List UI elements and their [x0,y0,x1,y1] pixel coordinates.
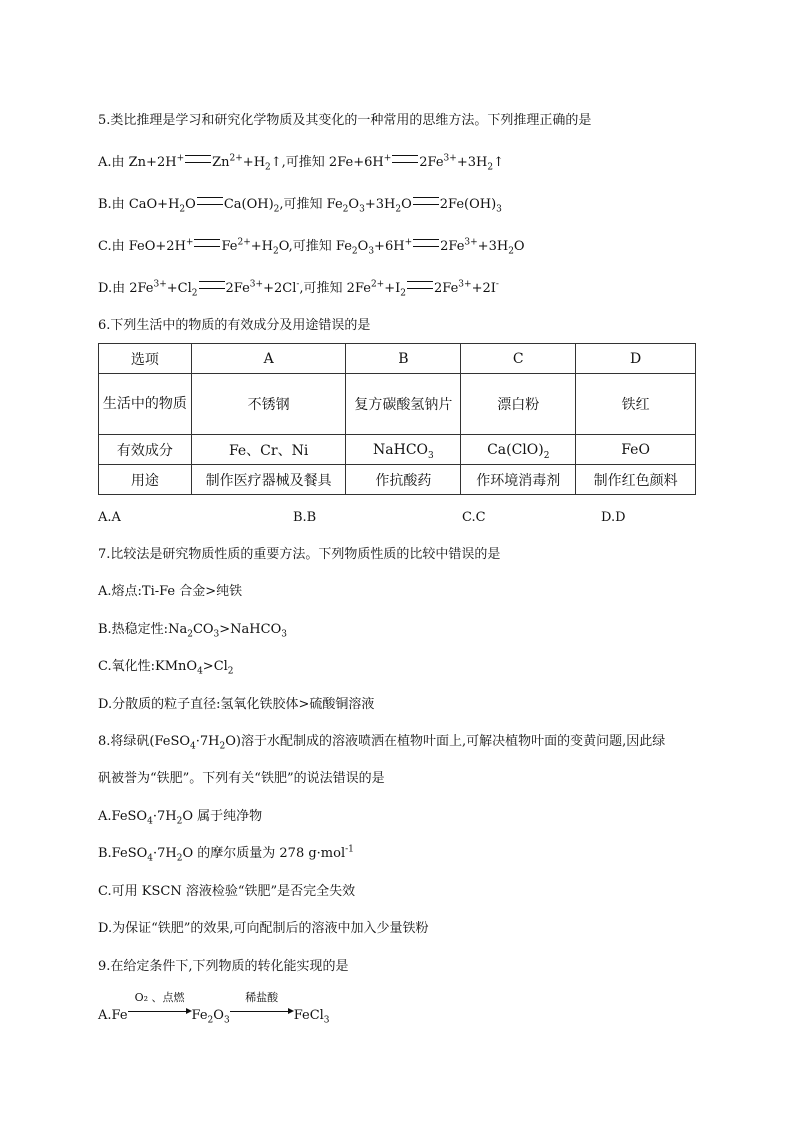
text: ,可推知 2Fe [299,281,371,296]
table-cell: 铁红 [576,374,696,435]
q9-stem: 9.在给定条件下,下列物质的转化能实现的是 [98,959,349,974]
text: FeCl [293,1008,324,1023]
table-cell: 不锈钢 [191,374,346,435]
text: Fe [191,1008,208,1023]
table-cell: 作环境消毒剂 [461,465,576,495]
sub: 3 [368,246,375,257]
table-cell: 作抗酸药 [346,465,461,495]
arrow-head [186,1008,192,1014]
sub: 2 [351,246,358,257]
sub: 2 [187,629,193,640]
q5-stem: 5.类比推理是学习和研究化学物质及其变化的一种常用的思维方法。下列推理正确的是 [98,113,592,128]
text: O [348,197,360,212]
q5-option-b[interactable] [98,196,502,214]
sub: 3 [496,204,502,215]
q6-option-a[interactable]: A.A [98,510,121,525]
text: Ca(OH) [223,197,274,212]
text: ·7H [195,734,220,749]
text: O)溶于水配制成的溶液喷洒在植物叶面上,可解决植物叶面的变黄问题,因此绿 [225,734,666,749]
table-row [99,465,696,495]
text: +H [250,239,273,254]
sup: + [383,153,392,164]
table-row [99,344,696,374]
sub: 2 [207,1015,214,1026]
sub: 3 [323,1015,330,1026]
q7-stem: 7.比较法是研究物质性质的重要方法。下列物质性质的比较中错误的是 [98,547,501,562]
sup: + [176,153,185,164]
text: 8.将绿矾(FeSO [98,734,191,749]
text: A.由 Zn+2H [98,155,177,170]
table-cell [346,435,461,465]
q9-option-a[interactable] [98,991,330,1026]
text: D.由 2Fe [98,281,154,296]
table-cell: C [461,344,576,374]
text: 2Fe [434,281,459,296]
reaction-arrow-icon [128,991,192,1017]
q5-option-a[interactable] [98,154,504,172]
sub: 3 [213,629,220,640]
q7-option-d[interactable]: D.分散质的粒子直径:氢氧化铁胶体>硫酸铜溶液 [98,697,375,712]
text: +3H [477,239,509,254]
sub: 2 [395,204,402,215]
equals-sign-icon [413,239,439,247]
arrow-shaft [230,1011,290,1012]
text: +6H [374,239,405,254]
q7-option-a[interactable]: A.熔点:Ti-Fe 合金>纯铁 [98,584,243,599]
sub: 4 [190,741,196,752]
sub: 4 [147,853,153,864]
arrow-head [288,1008,294,1014]
text: NaHCO [373,441,429,458]
text: O [513,239,525,254]
reaction-arrow-icon [230,991,294,1017]
equals-sign-icon [185,155,211,163]
text: +Cl [166,281,192,296]
sub: 2 [487,162,494,173]
sup: 3+ [443,153,457,164]
equals-sign-icon [197,197,223,205]
table-cell: 制作医疗器械及餐具 [191,465,346,495]
sup: 2+ [229,153,243,164]
text: O,可推知 Fe [278,239,352,254]
sub: 4 [197,666,203,677]
text: A.Fe [98,1008,128,1023]
text: CO [192,622,214,637]
table-cell: 生活中的物质 [99,374,192,435]
q8-option-b[interactable] [98,845,354,863]
sub: 2 [273,246,279,257]
sup: 3+ [249,279,264,290]
text: C.由 FeO+2H [98,239,186,254]
text: B.由 CaO+H [98,197,180,212]
text: >Cl [202,659,228,674]
text: O [213,1008,224,1023]
sub: 2 [265,162,271,173]
text: O [401,197,412,212]
table-cell: 选项 [99,344,192,374]
text: +3H [364,197,396,212]
q6-stem: 6.下列生活中的物质的有效成分及用途错误的是 [98,318,371,333]
text: ↑ [493,155,504,170]
sub: 2 [179,204,186,215]
text: O 属于纯净物 [182,809,263,824]
text: A.FeSO [98,809,148,824]
q8-option-c[interactable]: C.可用 KSCN 溶液检验“铁肥”是否完全失效 [98,884,356,899]
text: +I [384,281,401,296]
equals-sign-icon [413,197,439,205]
sub: 3 [428,450,434,461]
equals-sign-icon [392,155,418,163]
sub: 2 [508,246,514,257]
q8-option-a[interactable] [98,808,262,826]
sub: 3 [281,629,287,640]
q7-option-b[interactable] [98,621,287,639]
table-cell: B [346,344,461,374]
text: >NaHCO [219,622,282,637]
table-row [99,435,696,465]
q7-option-c[interactable] [98,658,234,676]
q6-option-d[interactable]: D.D [601,510,626,525]
text: 2Fe [419,155,444,170]
table-row [99,374,696,435]
equals-sign-icon [199,281,225,289]
sub: 2 [342,204,349,215]
sup: - [296,279,300,290]
text: Zn [212,155,230,170]
text: 2Fe [440,239,465,254]
arrow-condition: O₂ 、点燃 [134,991,185,1004]
sub: 2 [219,741,226,752]
text: Fe [221,239,238,254]
q8-option-d[interactable]: D.为保证“铁肥”的效果,可向配制后的溶液中加入少量铁粉 [98,921,429,936]
text: Ca(ClO) [487,441,544,458]
text: +H [242,155,266,170]
table-cell: Fe、Cr、Ni [191,435,346,465]
text: O [357,239,369,254]
q8-stem-line2: 矾被誉为“铁肥”。下列有关“铁肥”的说法错误的是 [98,771,385,786]
table-cell: 复方碳酸氢钠片 [346,374,461,435]
sub: 3 [223,1015,230,1026]
text: ·7H [152,809,177,824]
table-cell: D [576,344,696,374]
text: ·7H [153,846,177,861]
text: B.FeSO [98,846,148,861]
q8-stem-line1 [98,733,665,751]
sub: 2 [273,204,280,215]
text: O 的摩尔质量为 278 g·mol [182,846,346,861]
sub: 2 [227,666,234,677]
q5-option-c[interactable] [98,238,525,256]
sup: 2+ [370,279,385,290]
text: ↑,可推知 2Fe+6H [270,155,384,170]
table-cell: 有效成分 [99,435,192,465]
sup: 2+ [237,237,251,248]
sup: -1 [345,844,354,855]
table-cell: 用途 [99,465,192,495]
sup: - [495,279,499,290]
sub: 2 [176,853,183,864]
sub: 2 [191,288,198,299]
q6-option-b[interactable]: B.B [293,510,317,525]
text: +2I [471,281,496,296]
sub: 2 [543,450,550,461]
text: +3H [456,155,488,170]
sup: + [185,237,194,248]
sub: 2 [176,816,183,827]
sup: + [404,237,413,248]
text: 2Fe [225,281,250,296]
q5-option-d[interactable] [98,280,499,298]
table-cell: FeO [576,435,696,465]
sup: 3+ [458,279,472,290]
table-cell: 漂白粉 [461,374,576,435]
sup: 3+ [464,237,478,248]
text: 2Fe(OH) [439,197,497,212]
sub: 2 [400,288,406,299]
text: B.热稳定性:Na [98,622,188,637]
sup: 3+ [153,279,167,290]
q6-table [98,343,696,495]
equals-sign-icon [194,239,220,247]
q6-option-c[interactable]: C.C [462,510,486,525]
text: O [185,197,196,212]
text: C.氧化性:KMnO [98,659,198,674]
equals-sign-icon [407,281,433,289]
text: +2Cl [263,281,297,296]
table-cell [461,435,576,465]
arrow-condition: 稀盐酸 [245,991,279,1004]
sub: 4 [147,816,153,827]
sub: 3 [359,204,365,215]
table-cell: 制作红色颜料 [576,465,696,495]
table-cell: A [191,344,346,374]
arrow-shaft [128,1011,188,1012]
text: ,可推知 Fe [279,197,343,212]
